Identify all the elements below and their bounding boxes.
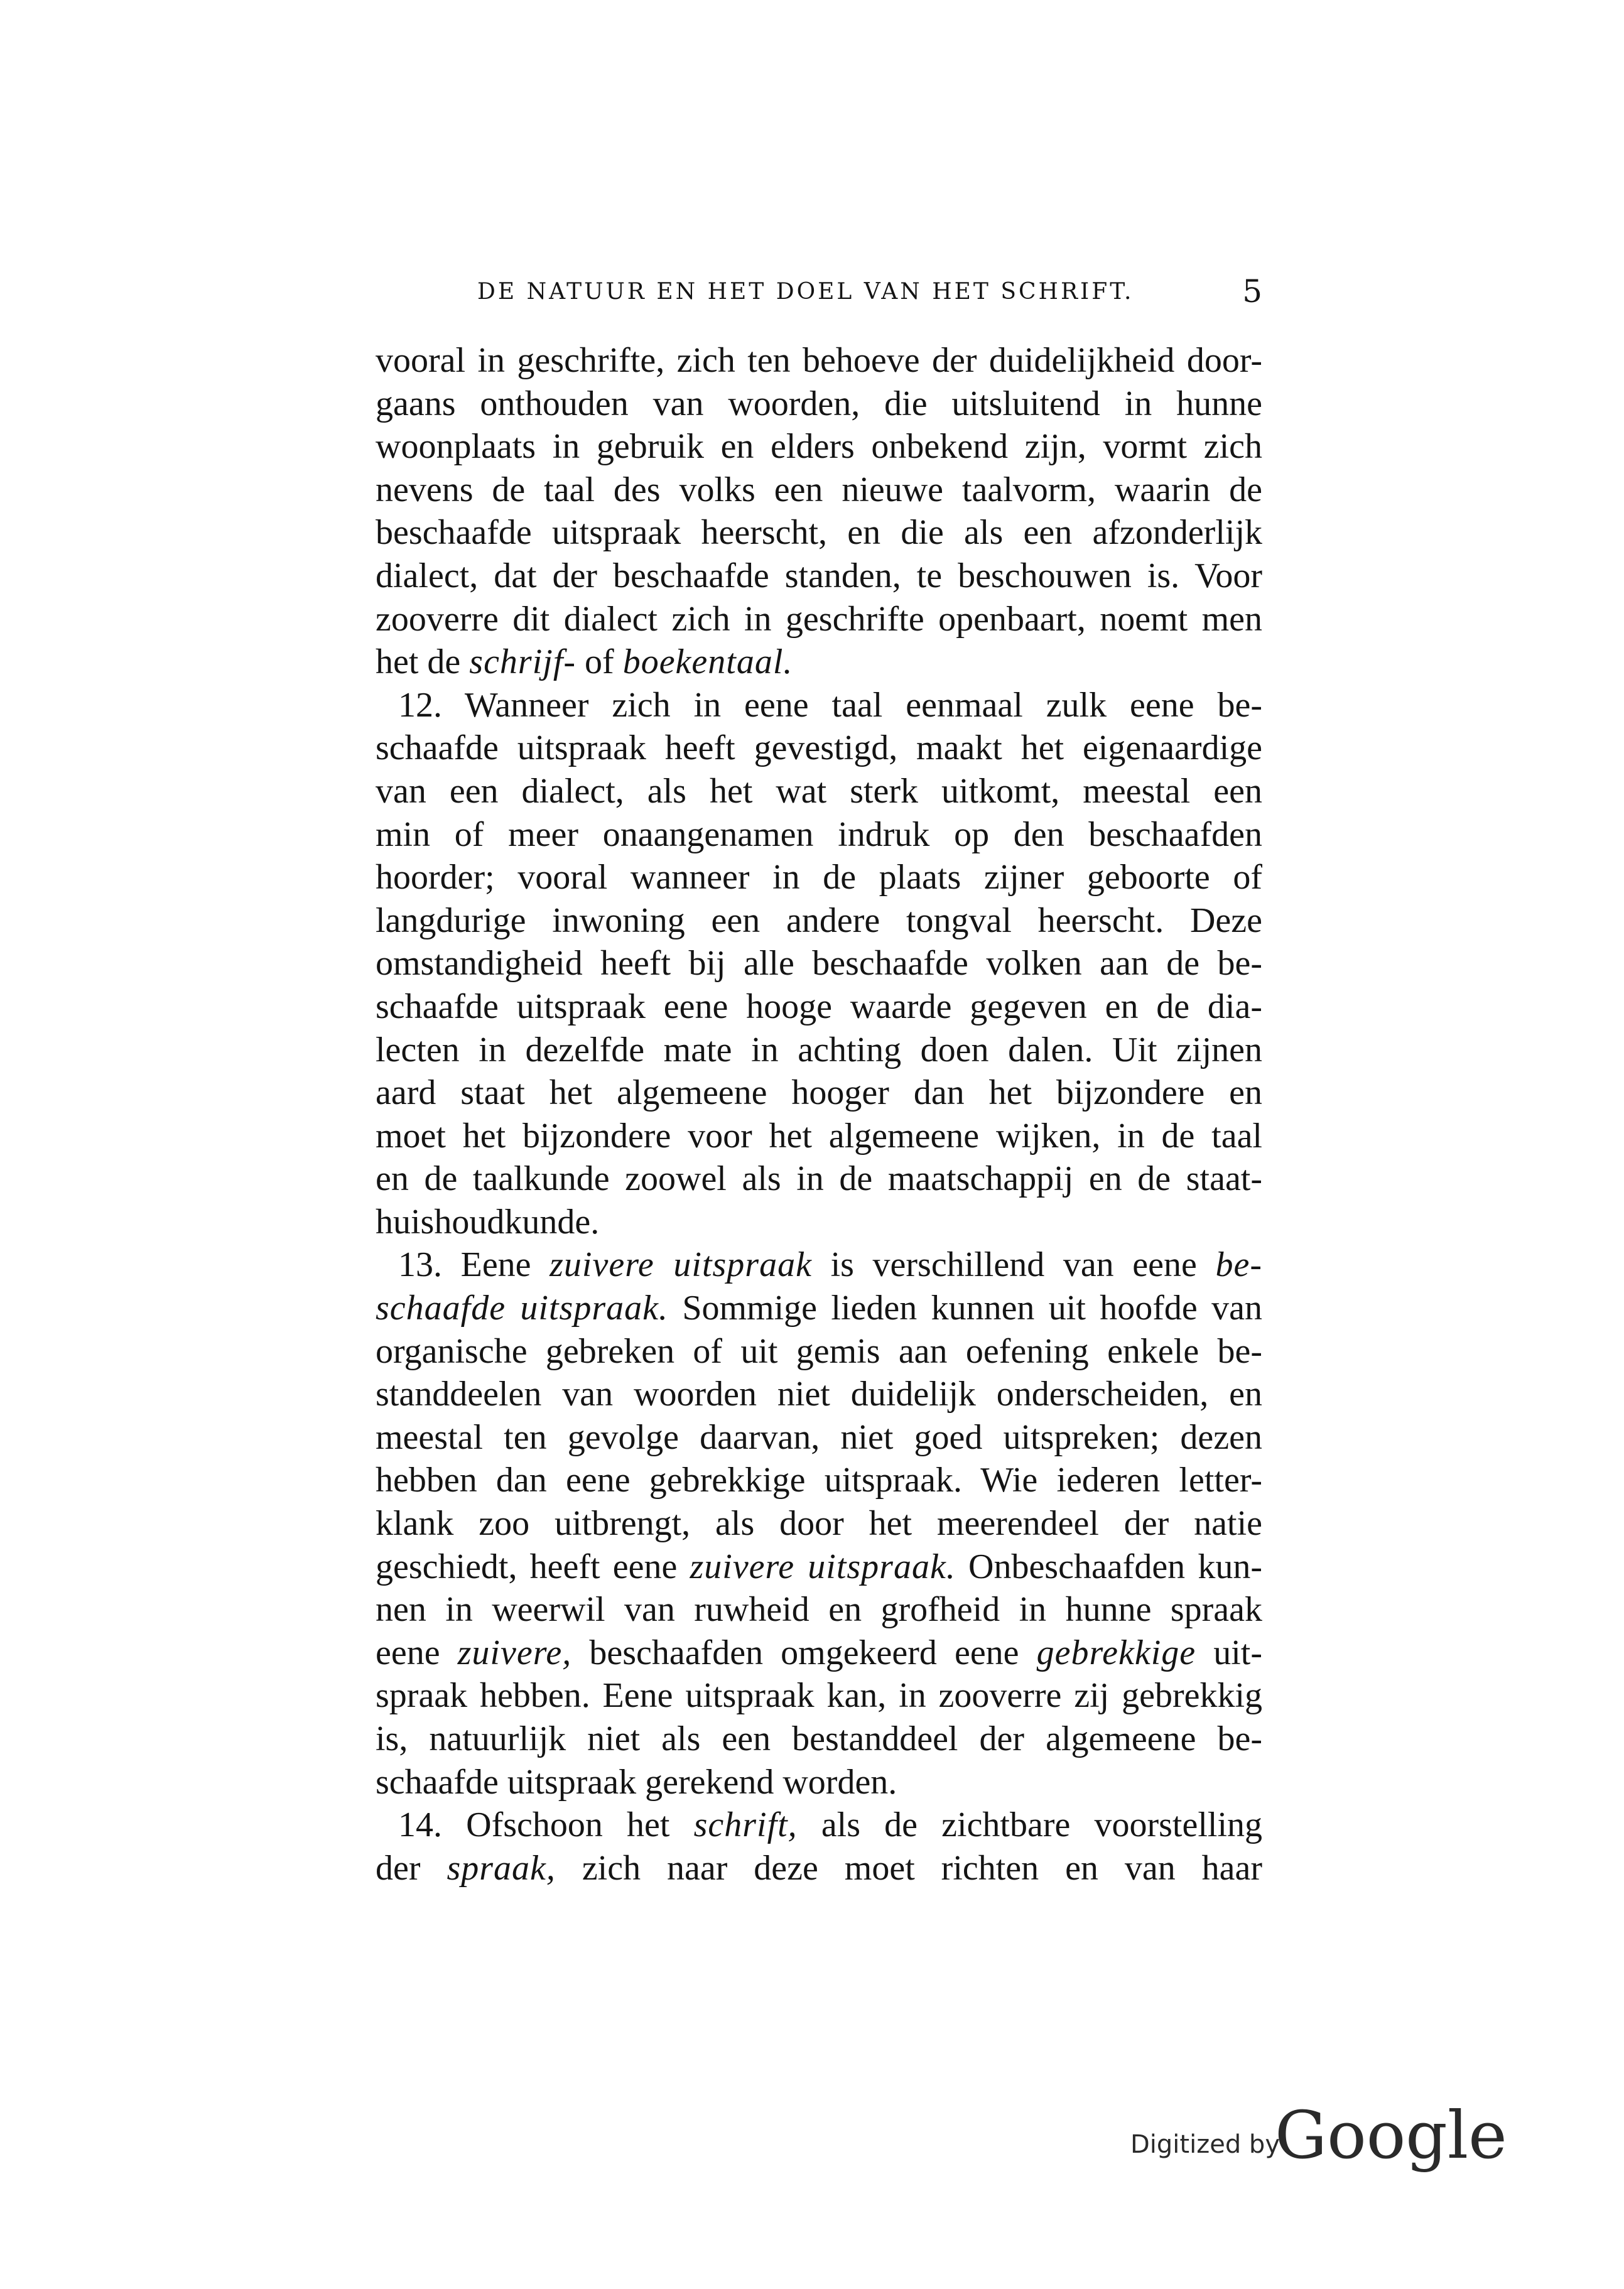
text-line xyxy=(376,856,1262,899)
text-segment: omstandigheid heeft bij alle beschaafde volken aan de be- xyxy=(376,944,1262,983)
text-line xyxy=(376,1201,1262,1244)
text-segment: 12. Wanneer zich in eene taal eenmaal zulk eene be- xyxy=(398,685,1262,725)
text-line xyxy=(376,1243,1262,1287)
text-segment: min of meer onaangenamen indruk op den beschaafden xyxy=(376,814,1262,854)
text-segment: is, natuurlijk niet als een bestanddeel der algemeene be- xyxy=(376,1719,1262,1758)
text-segment: of xyxy=(576,642,623,682)
text-segment: zich naar deze moet richten en van haar xyxy=(555,1848,1262,1888)
digitized-by-label: Digitized by xyxy=(1130,2130,1280,2159)
text-line xyxy=(376,684,1262,727)
text-line xyxy=(376,1157,1262,1201)
text-segment: hebben dan eene gebrekkige uitspraak. Wie iederen letter- xyxy=(376,1461,1262,1500)
text-line xyxy=(376,641,1262,684)
text-line xyxy=(376,555,1262,598)
text-line xyxy=(376,1416,1262,1459)
italic-term: boekentaal. xyxy=(622,642,793,682)
text-segment: klank zoo uitbrengt, als door het meerendeel der natie xyxy=(376,1504,1262,1544)
text-line xyxy=(376,425,1262,468)
text-segment: van een dialect, als het wat sterk uitkomt, meestal een xyxy=(376,771,1262,811)
text-line xyxy=(376,727,1262,770)
italic-term: zuivere, xyxy=(457,1633,572,1672)
text-segment: als de zichtbare voorstelling xyxy=(797,1805,1262,1845)
text-segment: uit- xyxy=(1196,1633,1262,1672)
text-line xyxy=(376,1373,1262,1416)
text-line xyxy=(376,899,1262,943)
google-logo: Google xyxy=(1275,2097,1507,2173)
text-line xyxy=(376,813,1262,857)
text-segment: beschaafden omgekeerd eene xyxy=(571,1633,1037,1672)
text-line xyxy=(376,1029,1262,1072)
page-number: 5 xyxy=(1242,273,1262,310)
text-segment: eene xyxy=(376,1633,458,1672)
text-line xyxy=(376,1545,1262,1589)
text-line xyxy=(376,1588,1262,1632)
text-line xyxy=(376,1761,1262,1804)
text-segment: is verschillend van eene xyxy=(811,1245,1216,1285)
text-line xyxy=(376,511,1262,555)
text-segment: aard staat het algemeene hooger dan het bijzondere en xyxy=(376,1073,1262,1113)
text-line xyxy=(376,942,1262,985)
italic-term: schrijf- xyxy=(469,642,577,682)
text-segment: het de xyxy=(376,642,470,682)
running-head-title: DE NATUUR EN HET DOEL VAN HET SCHRIFT. xyxy=(477,279,1134,305)
italic-term: zuivere uitspraak. xyxy=(690,1547,956,1586)
text-segment: zooverre dit dialect zich in geschrifte openbaart, noemt men xyxy=(376,599,1262,639)
text-segment: Sommige lieden kunnen uit hoofde van xyxy=(668,1289,1262,1328)
italic-term: zuivere uitspraak xyxy=(549,1245,812,1285)
text-segment: spraak hebben. Eene uitspraak kan, in zooverre zij gebrekkig xyxy=(376,1676,1262,1716)
text-segment: en de taalkunde zoowel als in de maatschappij en de staat- xyxy=(376,1159,1262,1199)
text-segment: 13. Eene xyxy=(398,1245,550,1285)
text-segment: standdeelen van woorden niet duidelijk onderscheiden, en xyxy=(376,1375,1262,1414)
text-line xyxy=(376,1718,1262,1761)
digitized-by-google-watermark xyxy=(1124,2097,1507,2173)
italic-term: spraak, xyxy=(447,1848,556,1888)
text-line xyxy=(376,1632,1262,1675)
italic-term: schrift, xyxy=(693,1805,798,1845)
text-segment: der xyxy=(376,1848,447,1888)
text-segment: moet het bijzondere voor het algemeene wijken, in de taal xyxy=(376,1116,1262,1155)
text-line xyxy=(376,1115,1262,1158)
text-segment: nevens de taal des volks een nieuwe taalvorm, waarin de xyxy=(376,470,1262,509)
text-segment: schaafde uitspraak eene hooge waarde gegeven en de dia- xyxy=(376,987,1262,1026)
text-line xyxy=(376,598,1262,641)
text-line xyxy=(376,1502,1262,1545)
text-line xyxy=(376,1330,1262,1373)
text-segment: beschaafde uitspraak heerscht, en die als een afzonderlijk xyxy=(376,513,1262,553)
text-segment: huishoudkunde. xyxy=(376,1202,600,1242)
text-segment: langdurige inwoning een andere tongval heerscht. Deze xyxy=(376,901,1262,940)
text-line xyxy=(376,1804,1262,1847)
text-segment: organische gebreken of uit gemis aan oefening enkele be- xyxy=(376,1331,1262,1371)
text-line xyxy=(376,985,1262,1029)
text-segment: dialect, dat der beschaafde standen, te beschouwen is. Voor xyxy=(376,556,1262,595)
text-line xyxy=(376,770,1262,813)
text-segment: nen in weerwil van ruwheid en grofheid in hunne spraak xyxy=(376,1590,1262,1630)
text-line xyxy=(376,1071,1262,1115)
text-segment: hoorder; vooral wanneer in de plaats zijner geboorte of xyxy=(376,858,1262,897)
text-segment: schaafde uitspraak gerekend worden. xyxy=(376,1762,897,1802)
text-line xyxy=(376,339,1262,382)
italic-term: schaafde uitspraak. xyxy=(376,1289,668,1328)
text-line xyxy=(376,382,1262,426)
text-segment: vooral in geschrifte, zich ten behoeve der duidelijkheid door- xyxy=(376,341,1262,380)
text-segment: lecten in dezelfde mate in achting doen dalen. Uit zijnen xyxy=(376,1030,1262,1069)
text-line xyxy=(376,1459,1262,1502)
text-segment: geschiedt, heeft eene xyxy=(376,1547,690,1586)
text-line xyxy=(376,1287,1262,1330)
italic-term: be- xyxy=(1215,1245,1262,1285)
italic-term: gebrekkige xyxy=(1036,1633,1196,1672)
running-head xyxy=(376,274,1262,311)
text-segment: gaans onthouden van woorden, die uitsluitend in hunne xyxy=(376,384,1262,423)
text-line xyxy=(376,1674,1262,1718)
text-segment: schaafde uitspraak heeft gevestigd, maakt het eigenaardige xyxy=(376,728,1262,768)
text-line xyxy=(376,1847,1262,1890)
body-text xyxy=(376,339,1262,1890)
text-line xyxy=(376,468,1262,512)
text-segment: woonplaats in gebruik en elders onbekend zijn, vormt zich xyxy=(376,427,1262,467)
text-segment: meestal ten gevolge daarvan, niet goed uitspreken; dezen xyxy=(376,1417,1262,1457)
text-segment: Onbeschaafden kun- xyxy=(955,1547,1262,1586)
text-segment: 14. Ofschoon het xyxy=(398,1805,694,1845)
